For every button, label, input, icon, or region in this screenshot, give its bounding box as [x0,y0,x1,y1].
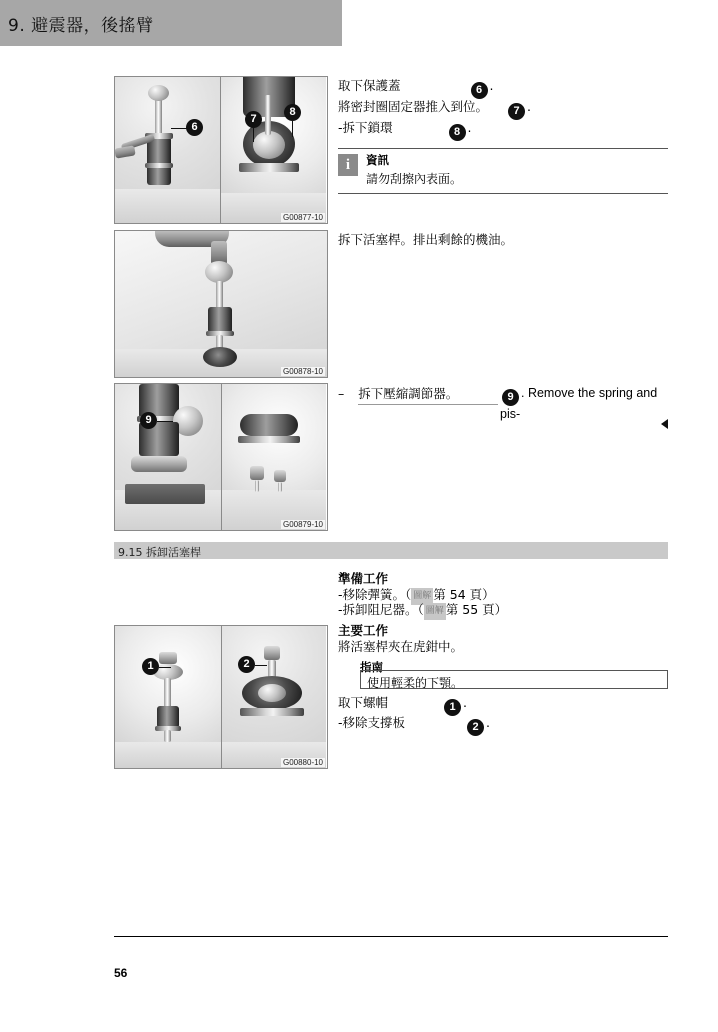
prep-item-1-prefix: - [338,602,343,617]
prep-item-1-text: 拆卸阻尼器。（ [342,602,424,617]
figure3-photo-right [222,384,326,530]
info-text: 請勿刮擦內表面。 [366,172,463,186]
blank-underline [358,404,498,405]
figure-photo-right [221,77,326,223]
inline-callout-7: 7 [508,103,525,120]
page-header-bar [0,0,342,46]
inline-callout-2: 2 [467,719,484,736]
figure-caption: G00878-10 [282,367,323,376]
callout-1: 1 [142,658,159,675]
step-text-1-label: 取下螺帽 [338,695,389,710]
callout-1-leader [159,667,171,668]
callout-9-leader [157,421,173,422]
main-work-line: 將活塞桿夾在虎鉗中。 [338,639,464,654]
guideline-text: 使用輕柔的下顎。 [367,676,464,690]
step-text-7 [338,98,668,120]
inline-callout-8: 8 [449,124,466,141]
step-text-7-label: 將密封圈固定器推入到位。 [338,99,489,114]
page-number: 56 [114,966,128,980]
callout-2: 2 [238,656,255,673]
section-title: 9.15 拆卸活塞桿 [118,546,201,559]
english-note [500,385,680,423]
info-title: 資訊 [366,153,389,167]
prep-item-0-text: 移除彈簧。（ [342,587,412,602]
page-link-55[interactable]: 圖解 [424,603,446,620]
figure-g00878 [114,230,328,378]
figure-g00880 [114,625,328,769]
step-text-8-end: . [467,120,472,135]
figure-caption: G00877-10 [282,213,323,222]
callout-7-leader [253,128,254,142]
guideline-label: 指南 [360,660,383,674]
callout-2-leader [255,665,267,666]
prep-item-0-suffix: 第 54 頁） [433,587,495,602]
triangle-marker [661,419,668,429]
callout-6-leader [171,128,187,129]
step-text-2-end: . [486,715,490,730]
callout-8: 8 [284,104,301,121]
callout-7: 7 [245,111,262,128]
step-text-6 [338,77,668,99]
step-text-8 [338,119,668,141]
step-text-2-label: -移除支撐板 [338,715,406,730]
dash-marker: – [338,386,345,401]
inline-callout-1: 1 [444,699,461,716]
step-text-piston-rod: 拆下活塞桿。排出剩餘的機油。 [338,232,514,247]
callout-8-leader [292,121,293,137]
prep-item-1 [338,601,507,620]
step-text-2 [338,714,668,736]
step-text-8-label: -拆下鎖環 [338,120,393,135]
prep-work-title: 準備工作 [338,571,389,586]
step-text-6-label: 取下保護蓋 [338,78,401,93]
figure-photo-left [115,77,220,223]
figure-caption: G00879-10 [282,520,323,529]
figure-caption: G00880-10 [282,758,323,767]
figure-g00879 [114,383,328,531]
step-text-compression-label: 拆下壓縮調節器。 [358,386,459,401]
page-link-54[interactable]: 圖解 [411,588,433,605]
info-icon: i [338,154,358,176]
footer-divider [114,936,668,937]
page-title: 9. 避震器，後搖臂 [8,16,154,36]
figure3-photo-left [115,384,221,530]
inline-callout-9: 9 [502,389,519,406]
figure4-photo-right [222,626,326,768]
step-text-1-end: . [463,695,467,710]
callout-9: 9 [140,412,157,429]
callout-6: 6 [186,119,203,136]
step-text-1 [338,694,668,716]
prep-item-0-prefix: - [338,587,343,602]
english-note-text: . Remove the spring and pis- [500,386,658,421]
step-text-6-end: . [489,78,494,93]
figure-g00877 [114,76,328,224]
main-work-title: 主要工作 [338,623,389,638]
step-text-7-end: . [527,99,531,114]
figure2-photo [115,231,327,377]
figure4-photo-left [115,626,221,768]
guideline-box [360,670,668,689]
prep-item-1-suffix: 第 55 頁） [445,602,508,617]
inline-callout-6: 6 [471,82,488,99]
info-box [338,148,668,194]
section-bar [114,542,668,559]
